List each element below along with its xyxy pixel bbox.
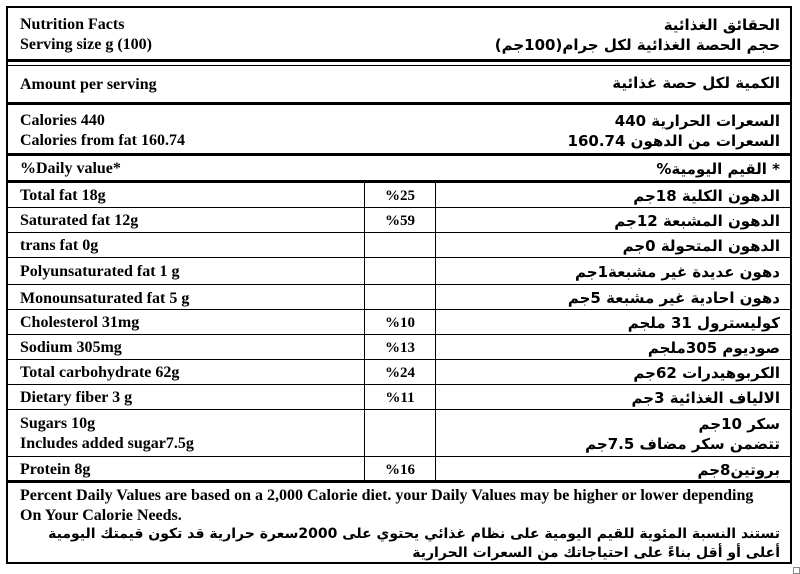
nutrient-pct: %59 — [385, 213, 415, 229]
divider — [8, 65, 790, 66]
nutrient-ar: الدهون المشبعة 12جم — [614, 212, 780, 230]
nutrient-en: Dietary fiber 3 g — [20, 389, 133, 406]
calories-from-fat-ar: السعرات من الدهون 160.74 — [567, 132, 780, 150]
nutrient-ar: الدهون المتحولة 0جم — [622, 237, 780, 255]
nutrient-ar: صوديوم 305ملجم — [647, 339, 780, 357]
divider-thick — [8, 153, 790, 156]
sugars-en: Sugars 10g — [20, 415, 96, 432]
table-row — [8, 360, 790, 384]
nutrient-en: Total fat 18g — [20, 187, 106, 204]
nutrient-ar: الدهون الكلية 18جم — [633, 187, 780, 205]
nutrient-ar: دهون عديدة غير مشبعة1جم — [575, 263, 780, 281]
nutrient-en: Monounsaturated fat 5 g — [20, 290, 190, 307]
nutrient-en: Cholesterol 31mg — [20, 314, 140, 331]
nutrition-facts-panel — [6, 6, 792, 564]
nutrient-en: Saturated fat 12g — [20, 212, 139, 229]
nutrient-ar: كوليسترول 31 ملجم — [627, 314, 780, 332]
table-row — [8, 285, 790, 309]
nutrient-en: Sodium 305mg — [20, 339, 122, 356]
protein-ar: بروتين8جم — [697, 461, 780, 479]
daily-value-en: %Daily value* — [20, 160, 121, 177]
nutrient-ar: الكربوهيدرات 62جم — [633, 364, 780, 382]
sugars-ar: سكر 10جم — [698, 415, 780, 433]
nutrient-pct: %11 — [385, 390, 415, 406]
sugars-row — [8, 410, 790, 456]
added-sugar-en: Includes added sugar7.5g — [20, 435, 194, 452]
added-sugar-ar: تتضمن سكر مضاف 7.5جم — [585, 435, 780, 453]
amount-per-serving-ar: الكمية لكل حصة غذائية — [612, 74, 780, 92]
table-row — [8, 310, 790, 334]
protein-row — [8, 457, 790, 481]
nutrient-pct: %25 — [385, 188, 415, 204]
table-row — [8, 208, 790, 232]
amount-per-serving-en: Amount per serving — [20, 76, 157, 93]
divider-thick — [8, 102, 790, 105]
title-en: Nutrition Facts — [20, 16, 125, 33]
title-ar: الحقائق الغذائية — [663, 16, 780, 34]
footer-note-ar: تستند النسبة المئوية للقيم اليومية على نظام غذائي يحتوي على 2000سعرة حرارية قد تكون قيمتك اليومية أعلى أو أقل بناءً على احتياجاتك من السعرات الحرارية — [48, 526, 780, 561]
calories-en: Calories 440 — [20, 112, 105, 129]
divider-thick — [8, 59, 790, 62]
nutrient-en: trans fat 0g — [20, 237, 99, 254]
table-row — [8, 233, 790, 257]
nutrient-en: Total carbohydrate 62g — [20, 364, 180, 381]
nutrient-pct: %10 — [385, 315, 415, 331]
serving-size-ar: حجم الحصة الغذائية لكل جرام(100جم) — [494, 36, 780, 54]
table-row — [8, 258, 790, 284]
serving-size-en: Serving size g (100) — [20, 36, 152, 53]
calories-from-fat-en: Calories from fat 160.74 — [20, 132, 185, 149]
footer-note-en: Percent Daily Values are based on a 2,000 Calorie diet. your Daily Values may be higher or lower depending On Your Calorie Needs. — [20, 487, 754, 524]
daily-value-ar: * القيم اليومية% — [656, 160, 780, 178]
nutrient-pct: %24 — [385, 365, 415, 381]
protein-pct: %16 — [385, 462, 415, 478]
nutrient-ar: دهون احادية غير مشبعة 5جم — [567, 289, 780, 307]
resize-handle[interactable] — [793, 567, 800, 574]
protein-en: Protein 8g — [20, 461, 91, 478]
nutrient-ar: الالياف الغذائية 3جم — [631, 389, 780, 407]
divider-thick — [8, 480, 790, 483]
calories-ar: السعرات الحرارية 440 — [614, 112, 780, 130]
table-row — [8, 385, 790, 409]
nutrient-en: Polyunsaturated fat 1 g — [20, 263, 180, 280]
table-row — [8, 335, 790, 359]
table-row — [8, 183, 790, 207]
nutrient-pct: %13 — [385, 340, 415, 356]
